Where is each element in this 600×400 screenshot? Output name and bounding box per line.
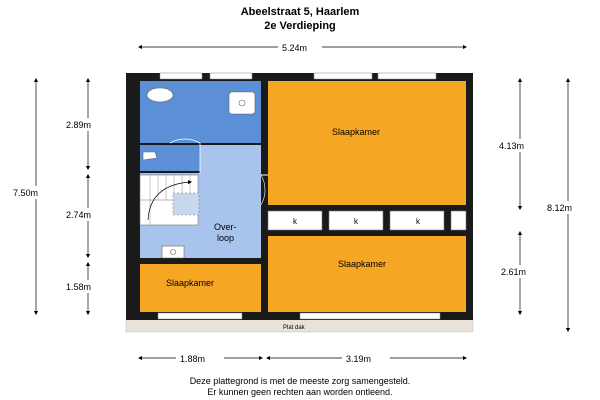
- dim-left-bottom: 1.58m: [66, 282, 92, 292]
- closet-3-label: k: [416, 217, 420, 226]
- dim-bottom-left: 1.88m: [180, 354, 206, 364]
- closet-2-label: k: [354, 217, 358, 226]
- landing-label-line1: Over-: [214, 222, 237, 232]
- closet-extra: [451, 211, 466, 230]
- bedroom-middle: [268, 236, 466, 312]
- flat-roof-label: Plat dak: [283, 325, 305, 331]
- dim-top-width: 5.24m: [282, 43, 308, 53]
- dim-right-top: 4.13m: [499, 141, 525, 151]
- dim-left-mid: 2.74m: [66, 210, 92, 220]
- dim-left-total: 7.50m: [13, 188, 39, 198]
- window: [378, 73, 436, 79]
- dim-right-total: 8.12m: [547, 203, 573, 213]
- dim-left-top: 2.89m: [66, 120, 92, 130]
- staircase: [140, 175, 199, 225]
- window: [210, 73, 252, 79]
- disclaimer-line-2: Er kunnen geen rechten aan worden ontleend.: [207, 387, 393, 397]
- disclaimer-line-1: Deze plattegrond is met de meeste zorg samengesteld.: [189, 376, 411, 386]
- washbasin-icon: [229, 92, 255, 114]
- landing-extra: [200, 145, 261, 173]
- window: [158, 313, 242, 319]
- bedroom-middle-label: Slaapkamer: [338, 259, 387, 269]
- window: [314, 73, 372, 79]
- bedroom-small-label: Slaapkamer: [166, 278, 215, 288]
- bedroom-large: [268, 81, 466, 205]
- plan-title: Abeelstraat 5, Haarlem: [240, 6, 360, 18]
- closet-1-label: k: [293, 217, 297, 226]
- bedroom-large-label: Slaapkamer: [332, 127, 381, 137]
- window: [160, 73, 202, 79]
- window: [300, 313, 440, 319]
- plan-subtitle: 2e Verdieping: [264, 20, 336, 32]
- dim-bottom-right: 3.19m: [346, 354, 372, 364]
- dim-right-bottom: 2.61m: [501, 267, 527, 277]
- bathtub-sink-icon: [147, 88, 173, 102]
- landing-label-line2: loop: [217, 233, 235, 243]
- boiler-icon: [162, 246, 184, 258]
- bedroom-small: [140, 264, 261, 312]
